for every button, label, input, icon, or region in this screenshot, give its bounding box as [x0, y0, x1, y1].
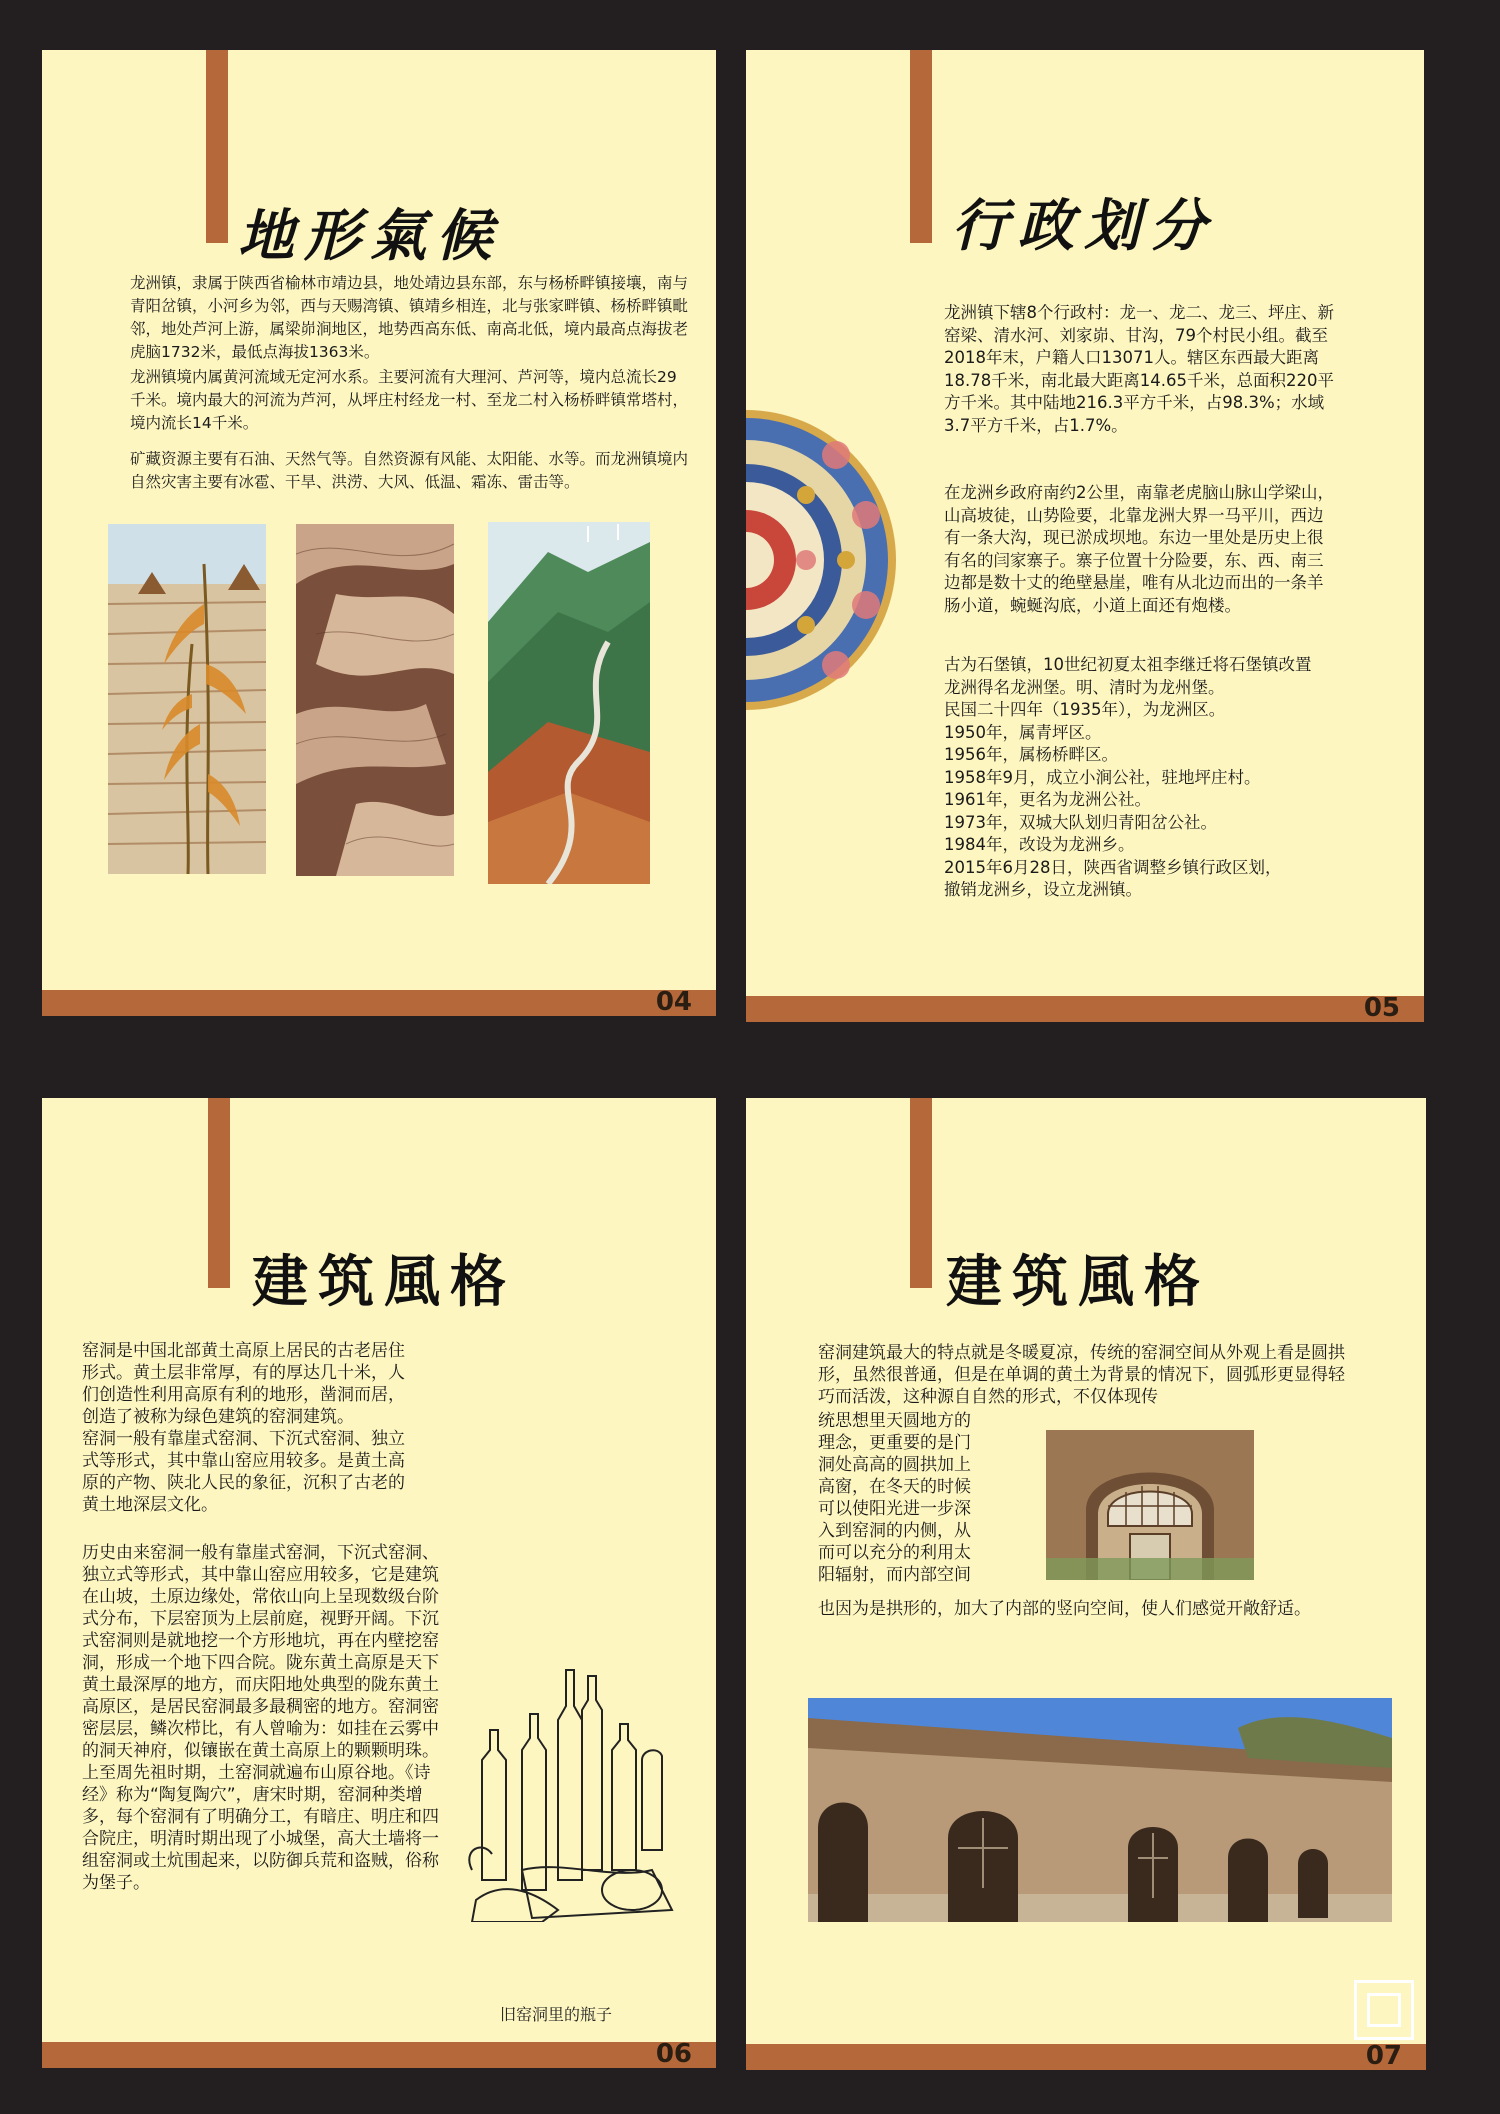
paragraph-1: 窑洞是中国北部黄土高原上居民的古老居住形式。黄土层非常厚，有的厚达几十米，人们创造性利用高原有利的地形，凿洞而居，创造了被称为绿色建筑的窑洞建筑。	[82, 1341, 405, 1427]
page-04	[42, 50, 716, 1016]
page-footer	[746, 993, 1424, 1022]
history-line: 龙洲得名龙洲堡。明、清时为龙州堡。	[944, 677, 1225, 697]
text-line: 阳辐射，而内部空间	[818, 1565, 971, 1585]
text-line: 入到窑洞的内侧，从	[818, 1521, 971, 1541]
text-line: 可以使阳光进一步深	[818, 1499, 971, 1519]
history-line: 1950年，属青坪区。	[944, 722, 1102, 742]
wrapped-text	[818, 1410, 998, 1586]
page-number: 04	[655, 987, 692, 1016]
seal-glyph-icon	[1367, 1993, 1401, 2027]
title-accent-bar	[208, 1098, 230, 1288]
text-line: 理念，更重要的是门	[818, 1433, 971, 1453]
bottles-caption: 旧窑洞里的瓶子	[500, 2005, 613, 2024]
history-line: 民国二十四年（1935年），为龙洲区。	[944, 700, 1226, 719]
cornfield-illustration	[108, 524, 266, 874]
page-07	[746, 1098, 1426, 2070]
terrace-illustration	[296, 524, 454, 876]
page-06	[42, 1098, 716, 2068]
title-accent-bar	[910, 1098, 932, 1288]
bottles-sketch	[462, 1640, 698, 1922]
page-title: 地形氣候	[238, 203, 502, 269]
text-line: 统思想里天圆地方的	[818, 1411, 971, 1431]
text-line: 而可以充分的利用太	[818, 1543, 971, 1563]
watermark-seal-icon	[1354, 1980, 1414, 2040]
paragraph-3: 历史由来窑洞一般有靠崖式窑洞，下沉式窑洞、独立式等形式，其中靠山窑应用较多，它是建筑在山坡，土原边缘处，常依山向上呈现数级台阶式分布，下层窑顶为上层前庭，视野开阔。下沉式窑洞则是就地挖一个方形地坑，再在内壁挖窑洞，形成一个地下四合院。陇东黄土高原是天下黄土最深厚的地方，而庆阳地处典型的陇东黄土高原区，是居民窑洞最多最稠密的地方。窑洞密密层层，鳞次栉比，有人曾喻为：如挂在云雾中的洞天神府，似镶嵌在黄土高原上的颗颗明珠。上至周先祖时期，土窑洞就遍布山原谷地。《诗经》称为“陶复陶穴”，唐宋时期，窑洞种类增多，每个窑洞有了明确分工，有暗庄、明庄和四合院庄，明清时期出现了小城堡，高大土墙将一组窑洞或土炕围起来，以防御兵荒和盗贼，俗称为堡子。	[82, 1543, 439, 1893]
history-line: 1956年，属杨桥畔区。	[944, 745, 1118, 764]
history-line: 古为石堡镇，10世纪初夏太祖李继迁将石堡镇改置	[944, 655, 1312, 674]
page-number: 07	[1365, 2041, 1402, 2070]
history-list	[944, 654, 1364, 902]
geography-paragraph: 在龙洲乡政府南约2公里，南靠老虎脑山脉山学梁山，山高坡徒，山势险要，北靠龙洲大界一马平川，西边有一条大沟，现已淤成坝地。东边一里处是历史上很有名的闫家寨子。寨子位置十分险要，东、西、南三边都是数十丈的绝壁悬崖，唯有从北边而出的一条羊肠小道，蜿蜒沟底，小道上面还有炮楼。	[944, 483, 1334, 615]
title-accent-bar	[910, 50, 932, 243]
page-footer	[42, 987, 716, 1016]
cave-dwellings-photo	[808, 1698, 1392, 1922]
villages-paragraph: 龙洲镇下辖8个行政村：龙一、龙二、龙三、坪庄、新窑梁、清水河、刘家峁、甘沟，79个村民小组。截至2018年末，户籍人口13071人。辖区东西最大距离18.78千米，南北最大距离14.65千米，总面积220平方千米。其中陆地216.3平方千米，占98.3%；水域3.7平方千米，占1.7%。	[944, 303, 1334, 435]
intro-paragraph: 窑洞建筑最大的特点就是冬暖夏凉，传统的窑洞空间从外观上看是圆拱形，虽然很普通，但是在单调的黄土为背景的情况下，圆弧形更显得轻巧而活泼，这种源自自然的形式，不仅体现传	[818, 1343, 1345, 1407]
title-accent-bar	[206, 50, 228, 243]
page-footer	[42, 2039, 716, 2068]
history-line: 2015年6月28日，陕西省调整乡镇行政区划，	[944, 857, 1282, 877]
text-line: 洞处高高的圆拱加上	[818, 1455, 971, 1475]
page-title: 建筑風格	[252, 1249, 516, 1315]
cave-door-photo	[1046, 1430, 1254, 1580]
page-number: 06	[655, 2039, 692, 2068]
mandala-ornament	[746, 395, 898, 725]
history-line: 1984年，改设为龙洲乡。	[944, 835, 1135, 854]
paragraph-2: 龙洲镇境内属黄河流域无定河水系。主要河流有大理河、芦河等，境内总流长29千米。境内最大的河流为芦河，从坪庄村经龙一村、至龙二村入杨桥畔镇常塔村，境内流长14千米。	[130, 368, 689, 432]
paragraph-2: 窑洞一般有靠崖式窑洞、下沉式窑洞、独立式等形式，其中靠山窑应用较多。是黄土高原的产物、陕北人民的象征，沉积了古老的黄土地深层文化。	[82, 1429, 405, 1515]
page-05	[746, 50, 1424, 1022]
mountain-road-illustration	[488, 522, 650, 884]
outro-paragraph: 也因为是拱形的，加大了内部的竖向空间，使人们感觉开敞舒适。	[818, 1599, 1311, 1619]
text-line: 高窗，在冬天的时候	[818, 1477, 971, 1497]
page-footer	[746, 2041, 1426, 2070]
history-line: 撤销龙洲乡，设立龙洲镇。	[944, 880, 1142, 899]
history-line: 1958年9月，成立小涧公社，驻地坪庄村。	[944, 767, 1261, 787]
paragraph-3: 矿藏资源主要有石油、天然气等。自然资源有风能、太阳能、水等。而龙洲镇境内自然灾害主要有冰雹、干旱、洪涝、大风、低温、霜冻、雷击等。	[130, 450, 689, 491]
page-title: 行政划分	[952, 193, 1216, 259]
history-line: 1973年，双城大队划归青阳岔公社。	[944, 812, 1217, 832]
history-line: 1961年，更名为龙洲公社。	[944, 790, 1151, 809]
paragraph-1: 龙洲镇，隶属于陕西省榆林市靖边县，地处靖边县东部，东与杨桥畔镇接壤，南与青阳岔镇，小河乡为邻，西与天赐湾镇、镇靖乡相连，北与张家畔镇、杨桥畔镇毗邻，地处芦河上游，属梁峁涧地区，地势西高东低、南高北低，境内最高点海拔老虎脑1732米，最低点海拔1363米。	[130, 274, 689, 361]
page-title: 建筑風格	[946, 1249, 1210, 1315]
page-number: 05	[1363, 993, 1400, 1022]
